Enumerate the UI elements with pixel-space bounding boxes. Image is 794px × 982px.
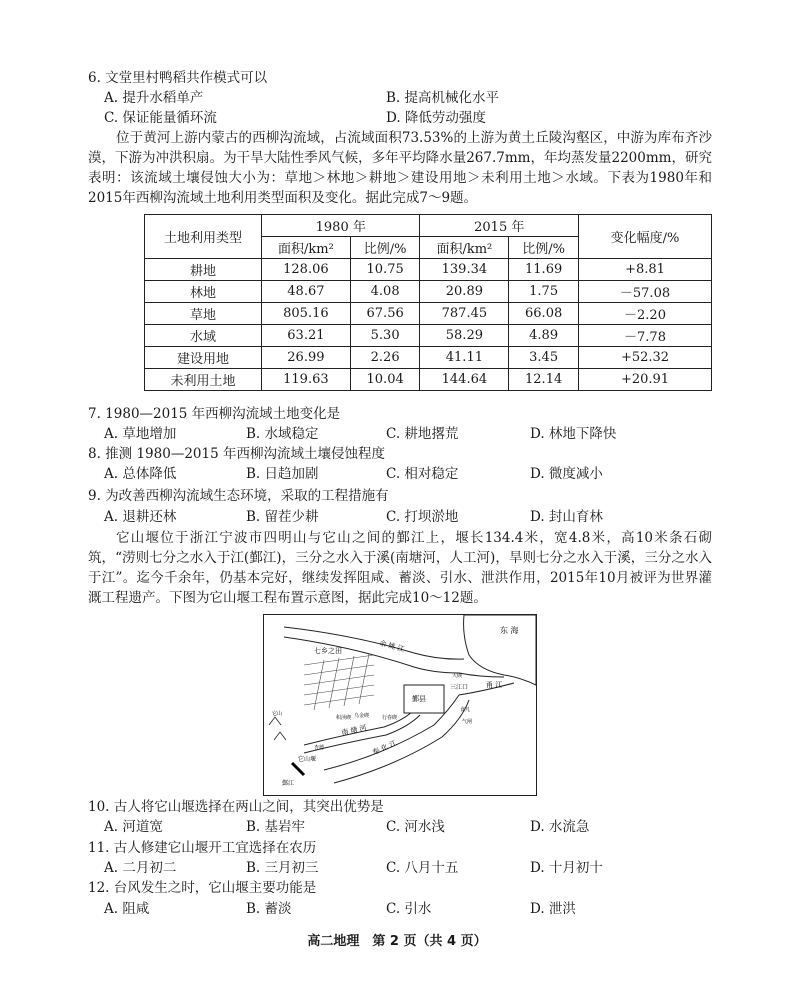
label-yinjiang: 鄞江 (282, 780, 295, 787)
label-xingde: 杏德 (314, 745, 325, 751)
table-cell-value: 67.56 (350, 303, 420, 325)
q11-option-b[interactable]: B. 三月初三 (246, 860, 319, 876)
table-row (145, 303, 712, 325)
q10-option-c[interactable]: C. 河水浅 (386, 819, 445, 835)
th-1980: 1980 年 (262, 215, 420, 237)
table-cell-value: 139.34 (420, 259, 509, 281)
table-cell-value: 2.26 (350, 347, 420, 369)
q9-option-b[interactable]: B. 留茬少耕 (246, 509, 319, 525)
q9-stem: 9. 为改善西柳沟流域生态环境，采取的工程措施有 (88, 488, 389, 504)
table-cell-value: 63.21 (262, 325, 351, 347)
weir-mark (292, 763, 304, 775)
table-cell-value: －7.78 (579, 325, 712, 347)
th-2015: 2015 年 (420, 215, 579, 237)
label-city: 鄞县 (412, 695, 426, 703)
q10-option-a[interactable]: A. 河道宽 (104, 819, 163, 835)
label-wujin: 乌金碶 (354, 713, 370, 719)
label-sanjiang: 三江口 (450, 684, 469, 691)
th-ratio-1980: 比例/% (350, 237, 420, 259)
q6-option-b[interactable]: B. 提高机械化水平 (386, 90, 500, 106)
table-cell-value: 26.99 (262, 347, 351, 369)
table-cell-value: 805.16 (262, 303, 351, 325)
table-cell-type: 林地 (145, 281, 262, 303)
table-row (145, 325, 712, 347)
map-svg (264, 615, 536, 795)
table-cell-value: 128.06 (262, 259, 351, 281)
q6-option-c[interactable]: C. 保证能量循环流 (104, 110, 217, 126)
table-cell-value: 787.45 (420, 303, 509, 325)
label-weir: 它山堰 (298, 756, 317, 763)
table-cell-value: 4.89 (509, 325, 579, 347)
table-cell-value: +52.32 (579, 347, 712, 369)
label-nantang: 南 塘 河 (340, 723, 368, 737)
table-cell-value: 66.08 (509, 303, 579, 325)
label-fields: 七乡之田 (314, 647, 342, 655)
q10-stem: 10. 古人将它山堰选择在两山之间，其突出优势是 (88, 799, 384, 815)
table-cell-value: 3.45 (509, 347, 579, 369)
table-cell-value: 5.30 (350, 325, 420, 347)
table-cell-value: －2.20 (579, 303, 712, 325)
q10-option-d[interactable]: D. 水流急 (530, 819, 590, 835)
table-row (145, 347, 712, 369)
table-cell-value: +20.91 (579, 369, 712, 391)
q8-option-b[interactable]: B. 日趋加剧 (246, 466, 319, 482)
tashanyan-map (263, 614, 537, 796)
label-dasuo: 大碶 (452, 673, 463, 679)
label-xingchun: 行春碶 (382, 715, 398, 721)
landuse-table (144, 214, 712, 391)
label-yuyao: 余 姚 江 (378, 639, 406, 654)
table-row (145, 281, 712, 303)
table-cell-value: 20.89 (420, 281, 509, 303)
th-area-1980: 面积/km² (262, 237, 351, 259)
th-ratio-2015: 比例/% (509, 237, 579, 259)
q9-option-d[interactable]: D. 封山育林 (530, 509, 603, 525)
table-cell-type: 未利用土地 (145, 369, 262, 391)
q12-stem: 12. 台风发生之时，它山堰主要功能是 (88, 880, 317, 896)
q11-option-c[interactable]: C. 八月十五 (386, 860, 459, 876)
label-jiyin: 积渎碶 (336, 715, 352, 721)
q12-option-a[interactable]: A. 阻咸 (104, 901, 150, 917)
q7-option-d[interactable]: D. 林地下降快 (530, 426, 617, 442)
label-fenghua: 奉 化 江 (371, 738, 398, 757)
label-sea: 东 海 (500, 626, 519, 635)
q11-option-a[interactable]: A. 二月初二 (104, 860, 177, 876)
q9-option-a[interactable]: A. 退耕还林 (104, 509, 177, 525)
label-yong: 甬 江 (486, 681, 503, 689)
q7-option-b[interactable]: B. 水域稳定 (246, 426, 319, 442)
table-cell-value: 4.08 (350, 281, 420, 303)
fields-grid (304, 654, 374, 710)
q9-option-c[interactable]: C. 打坝淤地 (386, 509, 459, 525)
table-cell-type: 建设用地 (145, 347, 262, 369)
table-cell-value: 119.63 (262, 369, 351, 391)
q10-option-b[interactable]: B. 基岩牢 (246, 819, 306, 835)
q8-stem: 8. 推测 1980—2015 年西柳沟流域土壤侵蚀程度 (88, 446, 385, 462)
q12-option-b[interactable]: B. 蓄淡 (246, 901, 292, 917)
q11-stem: 11. 古人修建它山堰开工宜选择在农历 (88, 840, 317, 856)
table-row (145, 259, 712, 281)
th-change: 变化幅度/% (579, 215, 712, 259)
q6-option-a[interactable]: A. 提升水稻单产 (104, 90, 204, 106)
table-cell-value: 1.75 (509, 281, 579, 303)
mountain-icon (269, 717, 286, 740)
page-footer: 高二地理 第 2 页（共 4 页） (307, 934, 487, 949)
table-cell-value: 58.29 (420, 325, 509, 347)
th-area-2015: 面积/km² (420, 237, 509, 259)
q6-option-d[interactable]: D. 降低劳动强度 (386, 110, 486, 126)
table-row (145, 369, 712, 391)
table-cell-value: 144.64 (420, 369, 509, 391)
table-cell-value: 48.67 (262, 281, 351, 303)
label-qizha: 气闸 (462, 719, 473, 725)
table-cell-value: 10.04 (350, 369, 420, 391)
table-cell-value: 11.69 (509, 259, 579, 281)
q12-option-d[interactable]: D. 泄洪 (530, 901, 576, 917)
passage-tashanyan: 它山堰位于浙江宁波市四明山与它山之间的鄞江上，堰长134.4米，宽4.8米，高10米条石砌筑，“涝则七分之水入于江(鄞江)，三分之水入于溪(南塘河，人工河)，旱则七分之水入于溪，三分之水入于江”。迄今千余年，仍基本完好，继续发挥阻咸、蓄淡、引水、泄洪作用，2015年10月被评为世界灌溉工程遗产。下图为它山堰工程布置示意图，据此完成10～12题。 (88, 530, 712, 606)
q7-option-a[interactable]: A. 草地增加 (104, 426, 177, 442)
q7-option-c[interactable]: C. 耕地撂荒 (386, 426, 459, 442)
q11-option-d[interactable]: D. 十月初十 (530, 860, 603, 876)
table-cell-type: 水域 (145, 325, 262, 347)
table-cell-value: 10.75 (350, 259, 420, 281)
q12-option-c[interactable]: C. 引水 (386, 901, 432, 917)
table-cell-type: 草地 (145, 303, 262, 325)
q8-option-c[interactable]: C. 相对稳定 (386, 466, 459, 482)
label-shipu: 食凡 (460, 707, 471, 713)
th-type: 土地利用类型 (145, 215, 262, 259)
table-cell-value: －57.08 (579, 281, 712, 303)
yuyao-river-north (284, 627, 464, 659)
label-tashan: 它山 (272, 711, 283, 717)
yuyao-river-south (284, 637, 459, 673)
q8-option-a[interactable]: A. 总体降低 (104, 466, 177, 482)
table-cell-type: 耕地 (145, 259, 262, 281)
q8-option-d[interactable]: D. 微度减小 (530, 466, 603, 482)
table-cell-value: 41.11 (420, 347, 509, 369)
q6-stem: 6. 文堂里村鸭稻共作模式可以 (88, 70, 268, 86)
passage-xiliugou: 位于黄河上游内蒙古的西柳沟流域，占流域面积73.53%的上游为黄土丘陵沟壑区，中游为库布齐沙漠，下游为冲洪积扇。为干旱大陆性季风气候，多年平均降水量267.7mm，年均蒸发量2200mm，研究表明：该流域土壤侵蚀大小为：草地＞林地＞耕地＞建设用地＞未利用土地＞水域。下表为1980年和2015年西柳沟流域土地利用类型面积及变化。据此完成7～9题。 (88, 130, 712, 206)
table-cell-value: 12.14 (509, 369, 579, 391)
q7-stem: 7. 1980—2015 年西柳沟流域土地变化是 (88, 406, 341, 422)
table-cell-value: +8.81 (579, 259, 712, 281)
